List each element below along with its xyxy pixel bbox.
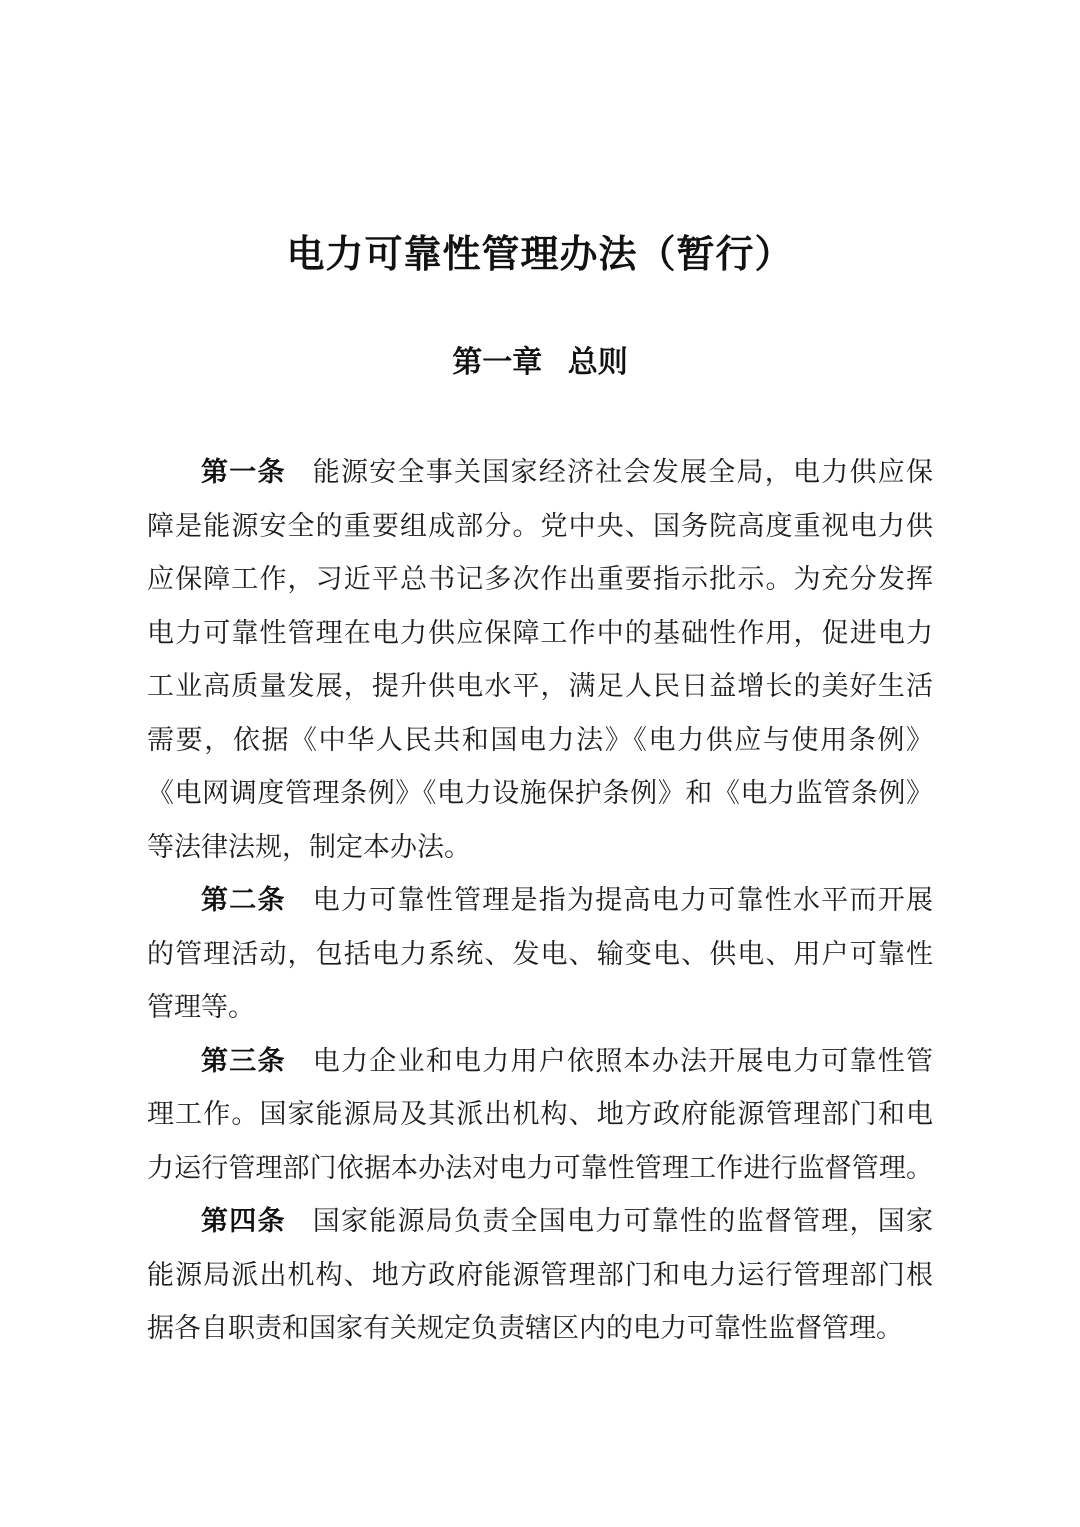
text-line: 据各自职责和国家有关规定负责辖区内的电力可靠性监督管理。 [147,1313,903,1343]
text-line: 等法律法规，制定本办法。 [147,831,471,862]
text-line: 理工作。国家能源局及其派出机构、地方政府能源管理部门和电 [147,1099,933,1129]
text-line: 管理等。 [147,992,255,1022]
article [147,1195,933,1356]
text-line: 需要，依据《中华人民共和国电力法》《电力供应与使用条例》 [147,724,933,755]
text-line: 工业高质量发展，提升供电水平，满足人民日益增长的美好生活 [147,671,933,701]
article-number: 第一条 [201,457,286,487]
document-body [147,446,933,1356]
text-line: 应保障工作，习近平总书记多次作出重要指示批示。为充分发挥 [147,564,933,594]
document-title: 电力可靠性管理办法（暂行） [286,234,794,276]
text-line [147,1195,933,1249]
article-first-line-text: 能源安全事关国家经济社会发展全局，电力供应保 [312,457,933,487]
article-number: 第四条 [201,1206,286,1236]
chapter-name: 总则 [567,346,628,379]
text-line: 的管理活动，包括电力系统、发电、输变电、供电、用户可靠性 [147,938,933,969]
article-number: 第三条 [201,1045,286,1076]
chapter-number: 第一章 [452,346,543,379]
text-line [147,1035,933,1089]
chapter-heading [0,340,1080,386]
text-line: 《电网调度管理条例》《电力设施保护条例》和《电力监管条例》 [147,778,933,808]
text-line: 力运行管理部门依据本办法对电力可靠性管理工作进行监督管理。 [147,1152,933,1183]
article-first-line-text: 电力可靠性管理是指为提高电力可靠性水平而开展 [312,885,933,915]
article [147,874,933,1035]
text-line: 能源局派出机构、地方政府能源管理部门和电力运行管理部门根 [147,1259,933,1290]
text-line [147,874,933,928]
article-first-line-text: 电力企业和电力用户依照本办法开展电力可靠性管 [312,1045,933,1076]
article [147,1035,933,1196]
article-first-line-text: 国家能源局负责全国电力可靠性的监督管理，国家 [312,1206,933,1236]
text-line [147,446,933,500]
article-number: 第二条 [201,885,286,915]
article [147,446,933,874]
text-line: 障是能源安全的重要组成部分。党中央、国务院高度重视电力供 [147,510,933,541]
text-line: 电力可靠性管理在电力供应保障工作中的基础性作用，促进电力 [147,617,933,648]
